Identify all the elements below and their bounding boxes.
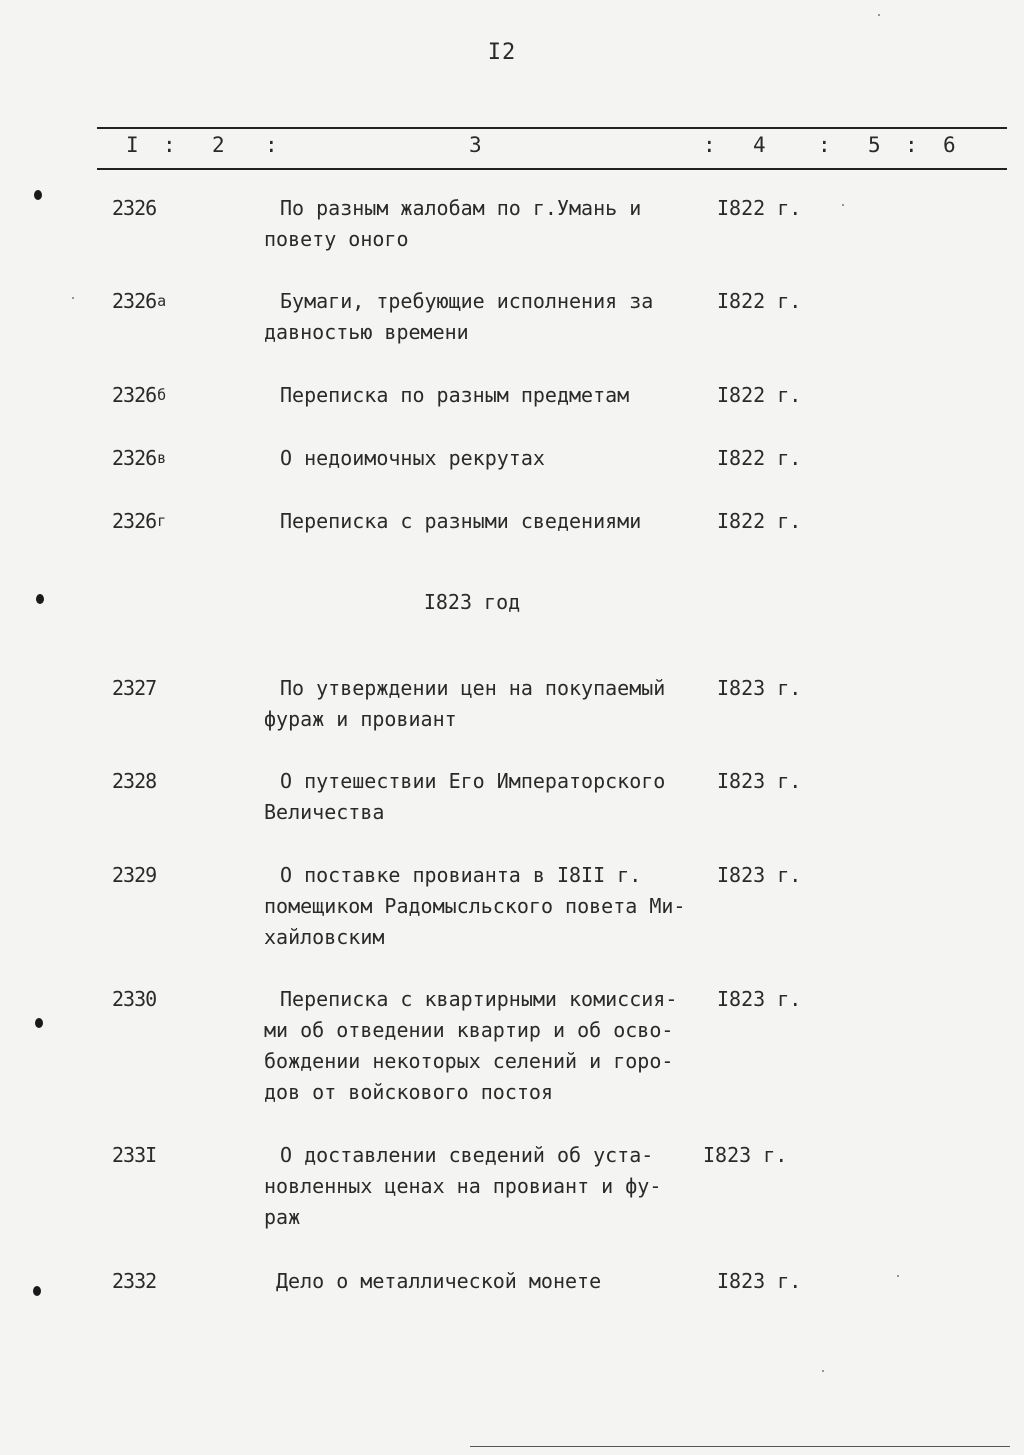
column-header-6: 6	[943, 133, 956, 157]
scan-speck	[897, 1275, 899, 1277]
column-header-4: 4	[753, 133, 766, 157]
file-date: I822 г.	[717, 509, 802, 533]
file-number-suffix: б	[157, 386, 166, 404]
file-title: По разным жалобам по г.Умань и повету оного	[264, 196, 642, 251]
file-title: Переписка по разным предметам	[280, 383, 630, 407]
year-heading: I823 год	[423, 590, 521, 614]
column-header-3: 3	[469, 133, 482, 157]
page-bottom-edge	[470, 1446, 1010, 1447]
column-separator: :	[818, 133, 831, 157]
file-number: 2327	[112, 676, 157, 700]
file-date: I822 г.	[717, 446, 802, 470]
file-title: О недоимочных рекрутах	[280, 446, 545, 470]
file-title: По утверждении цен на покупаемый фураж и провиант	[264, 676, 666, 731]
column-separator: :	[905, 133, 918, 157]
file-number: $2326^б$	[112, 383, 166, 407]
table-header-rule	[97, 168, 1007, 170]
file-date: I823 г.	[717, 1269, 802, 1293]
column-separator: :	[265, 133, 278, 157]
file-title: О доставлении сведений об уста- новленных ценах на провиант и фу- раж	[264, 1143, 662, 1229]
column-header-1: I	[126, 133, 139, 157]
binding-hole-mark	[36, 594, 44, 604]
scan-speck	[842, 204, 844, 206]
page-number: I2	[487, 40, 517, 65]
file-number-suffix: в	[157, 449, 166, 467]
table-top-rule	[97, 127, 1007, 129]
column-separator: :	[163, 133, 176, 157]
binding-hole-mark	[35, 1018, 43, 1028]
file-number: 2328	[112, 769, 157, 793]
scan-speck	[72, 297, 74, 299]
file-title: Дело о металлической монете	[276, 1269, 602, 1293]
file-date: I823 г.	[717, 987, 802, 1011]
column-separator: :	[703, 133, 716, 157]
binding-hole-mark	[33, 1286, 41, 1296]
file-title: Переписка с квартирными комиссия- ми об отведении квартир и об осво- бождении некоторых селений и горо- дов от войскового постоя	[264, 987, 678, 1104]
binding-hole-mark	[34, 190, 42, 200]
file-date: I822 г.	[717, 289, 802, 313]
scan-speck	[822, 1370, 824, 1372]
file-number: 233I	[112, 1143, 157, 1167]
file-date: I823 г.	[717, 676, 802, 700]
file-title: О путешествии Его Императорского Величества	[264, 769, 666, 824]
file-number: 2330	[112, 987, 157, 1011]
file-date: I823 г.	[717, 863, 802, 887]
file-number-suffix: а	[157, 292, 166, 310]
file-number: 2326	[112, 196, 157, 220]
file-number: $2326^г$	[112, 509, 166, 533]
file-number: 2329	[112, 863, 157, 887]
file-number: $2326^а$	[112, 289, 166, 313]
file-title: О поставке провианта в I8II г. помещиком Радомысльского повета Ми- хайловским	[264, 863, 686, 949]
column-header-row	[0, 133, 1024, 163]
file-date: I822 г.	[717, 383, 802, 407]
file-date: I822 г.	[717, 196, 802, 220]
scan-speck	[878, 14, 880, 16]
column-header-5: 5	[868, 133, 881, 157]
file-title: Переписка с разными сведениями	[280, 509, 642, 533]
file-date: I823 г.	[717, 769, 802, 793]
file-date: I823 г.	[703, 1143, 788, 1167]
file-number: $2326^в$	[112, 446, 166, 470]
file-number: 2332	[112, 1269, 157, 1293]
column-header-2: 2	[212, 133, 225, 157]
file-number-suffix: г	[157, 512, 166, 530]
file-title: Бумаги, требующие исполнения за давностью времени	[264, 289, 654, 344]
